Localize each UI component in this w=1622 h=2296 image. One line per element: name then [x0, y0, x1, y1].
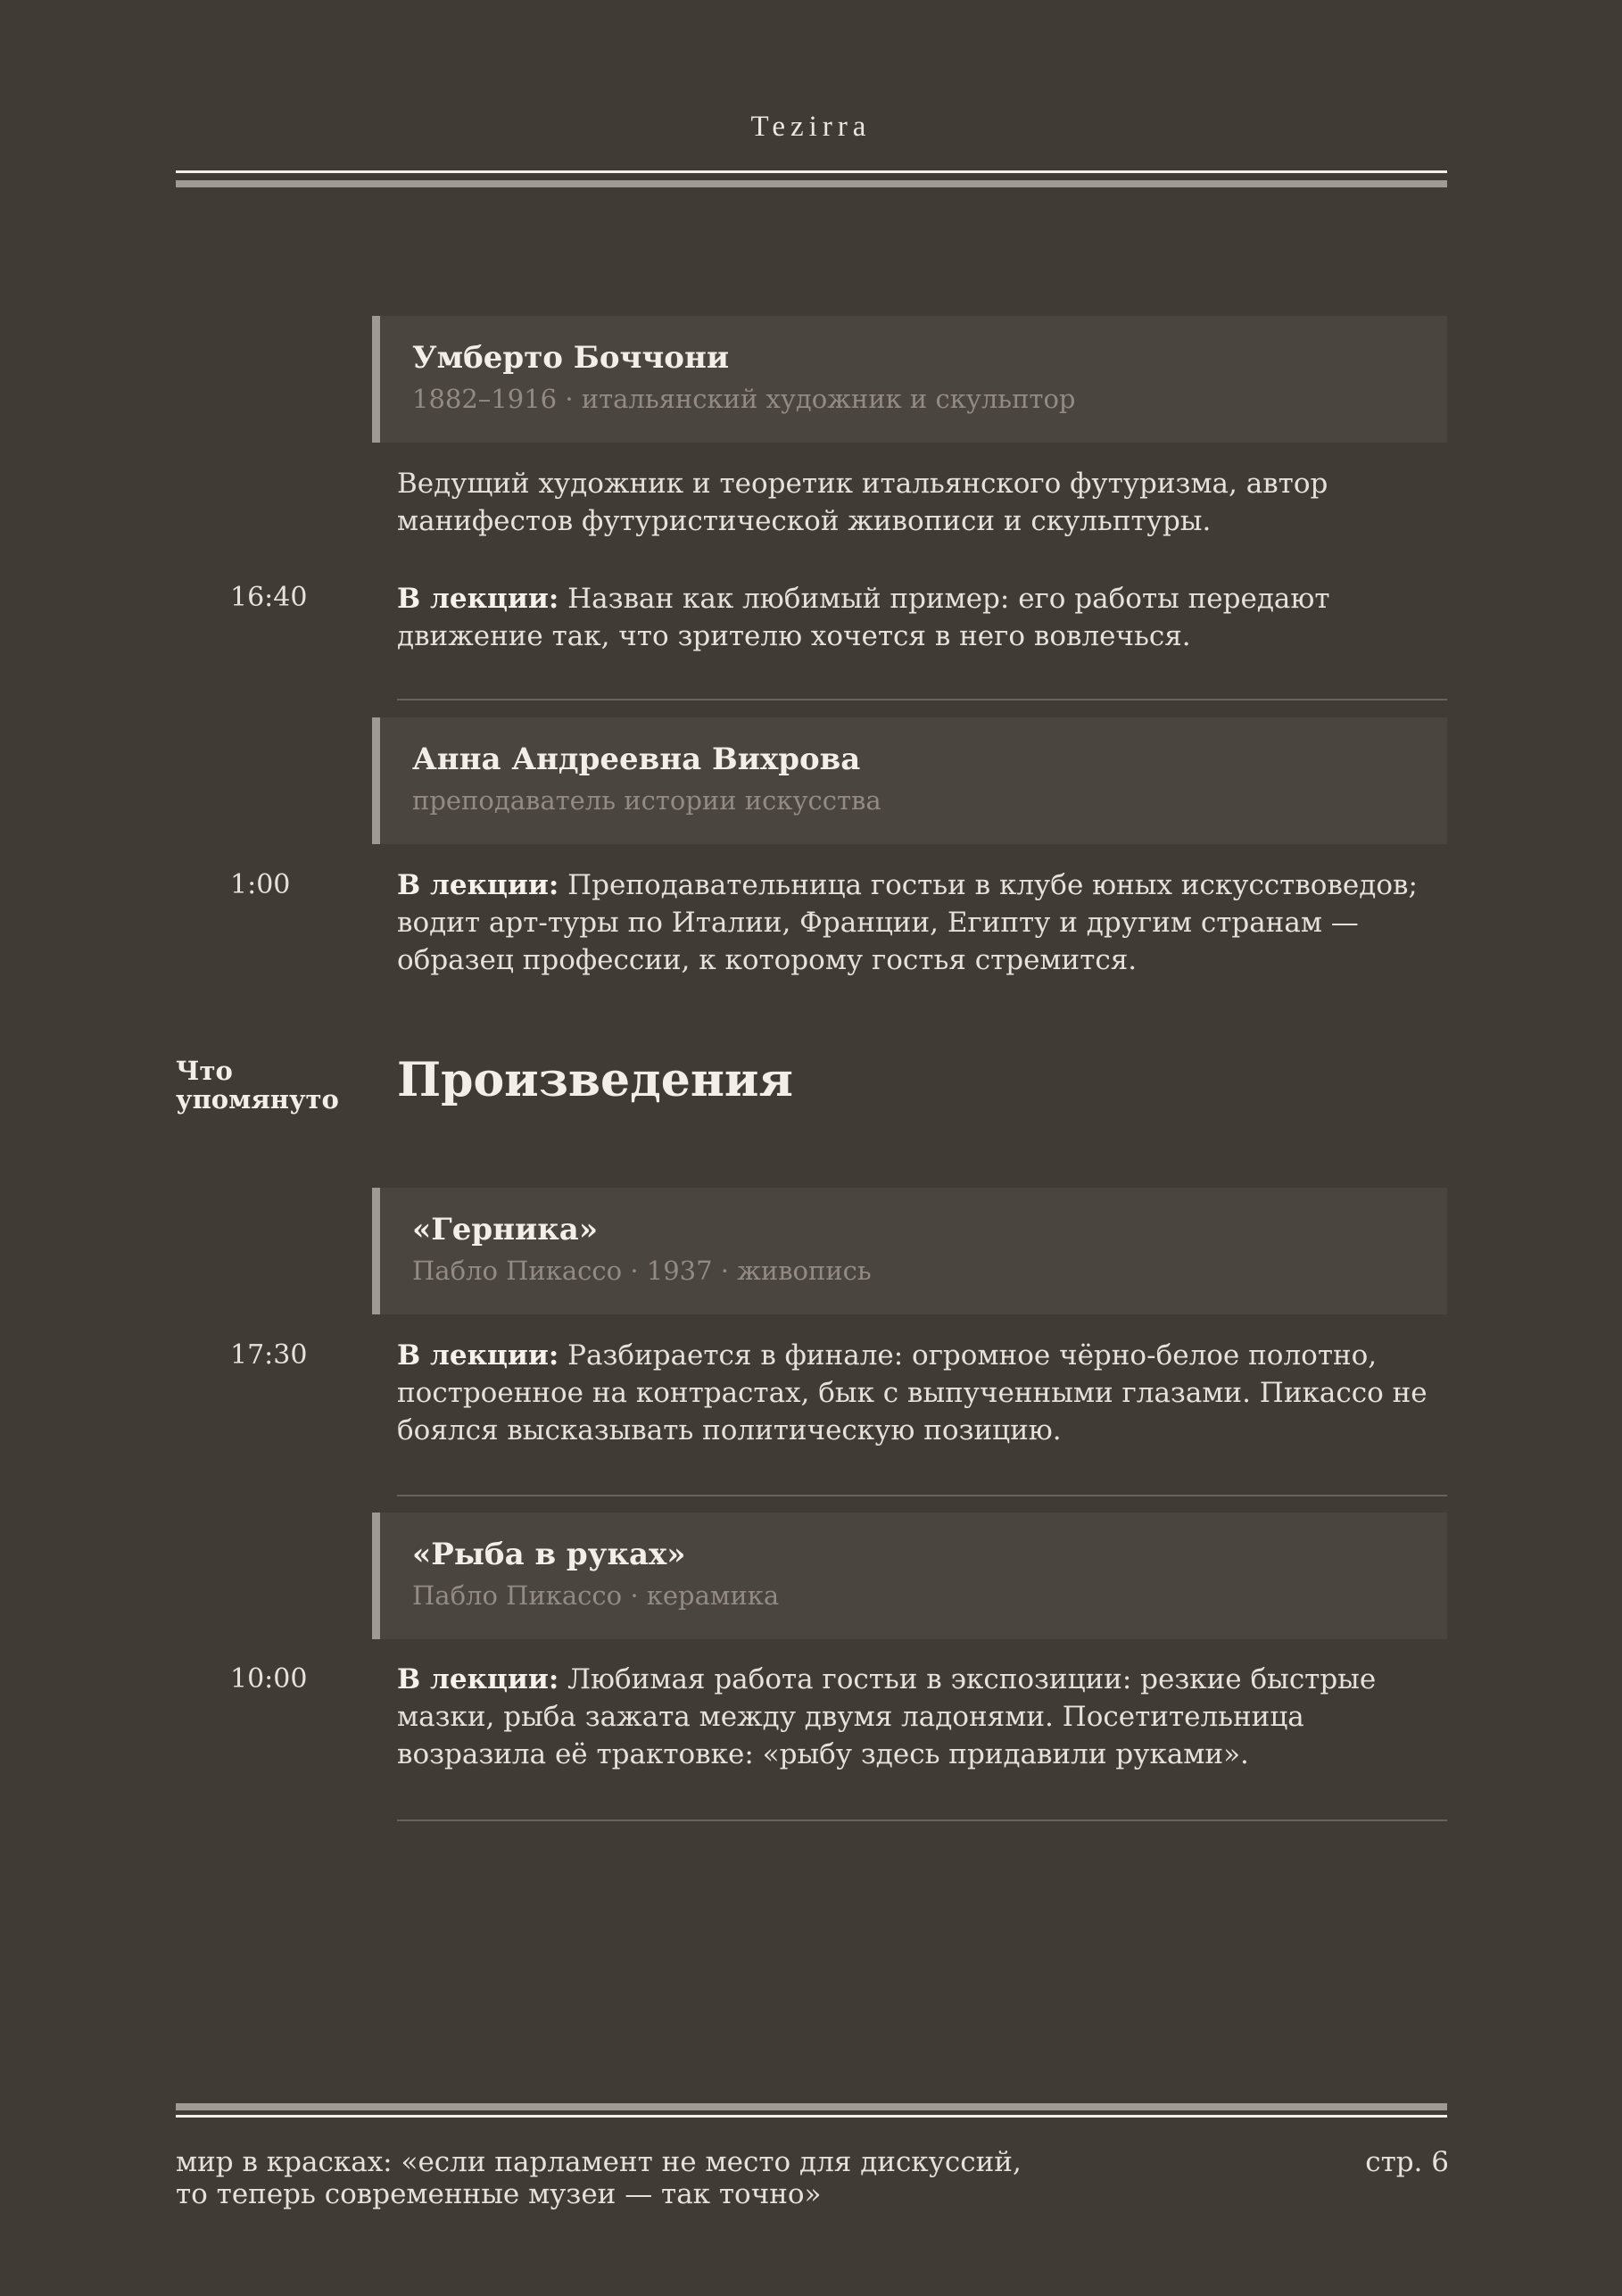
header-rule-thin [176, 170, 1447, 173]
work-title: «Рыба в руках» [412, 1537, 686, 1572]
footer-quote-line: то теперь современные музеи — так точно» [176, 2178, 822, 2210]
header-rule-thick [176, 180, 1447, 187]
person-card-boccioni [372, 316, 1447, 443]
lecture-text: Преподавательница гостьи в клубе юных искусствоведов; водит арт-туры по Италии, Франции, Египту и другим странам — образец профессии, к которому гостья стремится. [397, 869, 1418, 976]
lecture-text: Назван как любимый пример: его работы передают движение так, что зрителю хочется в него вовлечься. [397, 583, 1330, 652]
person-card-vikhrova [372, 717, 1447, 844]
work-meta: Пабло Пикассо · 1937 · живопись [412, 1256, 872, 1286]
separator [397, 699, 1447, 700]
lecture-label: В лекции: [397, 1339, 559, 1372]
separator [397, 1819, 1447, 1821]
footer-quote-line: мир в красках: «если парламент не место для дискуссий, [176, 2146, 1022, 2178]
work-title: «Герника» [412, 1212, 599, 1247]
lecture-label: В лекции: [397, 869, 559, 901]
lecture-note [397, 866, 1450, 979]
timestamp: 10:00 [230, 1663, 308, 1695]
page-number: стр. 6 [1365, 2146, 1449, 2178]
lecture-label: В лекции: [397, 583, 559, 615]
lecture-note [397, 580, 1450, 655]
lecture-text: Любимая работа гостьи в экспозиции: резкие быстрые мазки, рыба зажата между двумя ладонями. Посетительница возразила её трактовке: «рыбу здесь придавили руками». [397, 1663, 1377, 1770]
separator [397, 1495, 1447, 1496]
timestamp: 17:30 [230, 1339, 308, 1371]
person-name: Анна Андреевна Вихрова [412, 742, 861, 777]
lecture-text: Разбирается в финале: огромное чёрно-белое полотно, построенное на контрастах, бык с выпученными глазами. Пикассо не боялся высказывать политическую позицию. [397, 1339, 1428, 1446]
lecture-note [397, 1661, 1450, 1773]
work-card-fish-in-hands [372, 1513, 1447, 1639]
lecture-label: В лекции: [397, 1663, 559, 1695]
timestamp: 1:00 [230, 869, 291, 900]
footer-rule-thin [176, 2115, 1447, 2118]
timestamp: 16:40 [230, 582, 308, 613]
work-card-guernica [372, 1188, 1447, 1314]
lecture-note [397, 1337, 1450, 1449]
person-name: Умберто Боччони [412, 340, 730, 376]
section-title: Произведения [397, 1053, 793, 1107]
footer-rule-thick [176, 2103, 1447, 2110]
person-meta: преподаватель истории искусства [412, 785, 881, 816]
person-meta: 1882–1916 · итальянский художник и скульптор [412, 384, 1076, 414]
person-description: Ведущий художник и теоретик итальянского футуризма, автор манифестов футуристической живописи и скульптуры. [397, 468, 1328, 537]
work-meta: Пабло Пикассо · керамика [412, 1580, 780, 1611]
page-header-brand: Tezirra [750, 111, 872, 143]
section-side-label: Что упомянуто [176, 1056, 339, 1115]
footer-quote [176, 2146, 1246, 2210]
